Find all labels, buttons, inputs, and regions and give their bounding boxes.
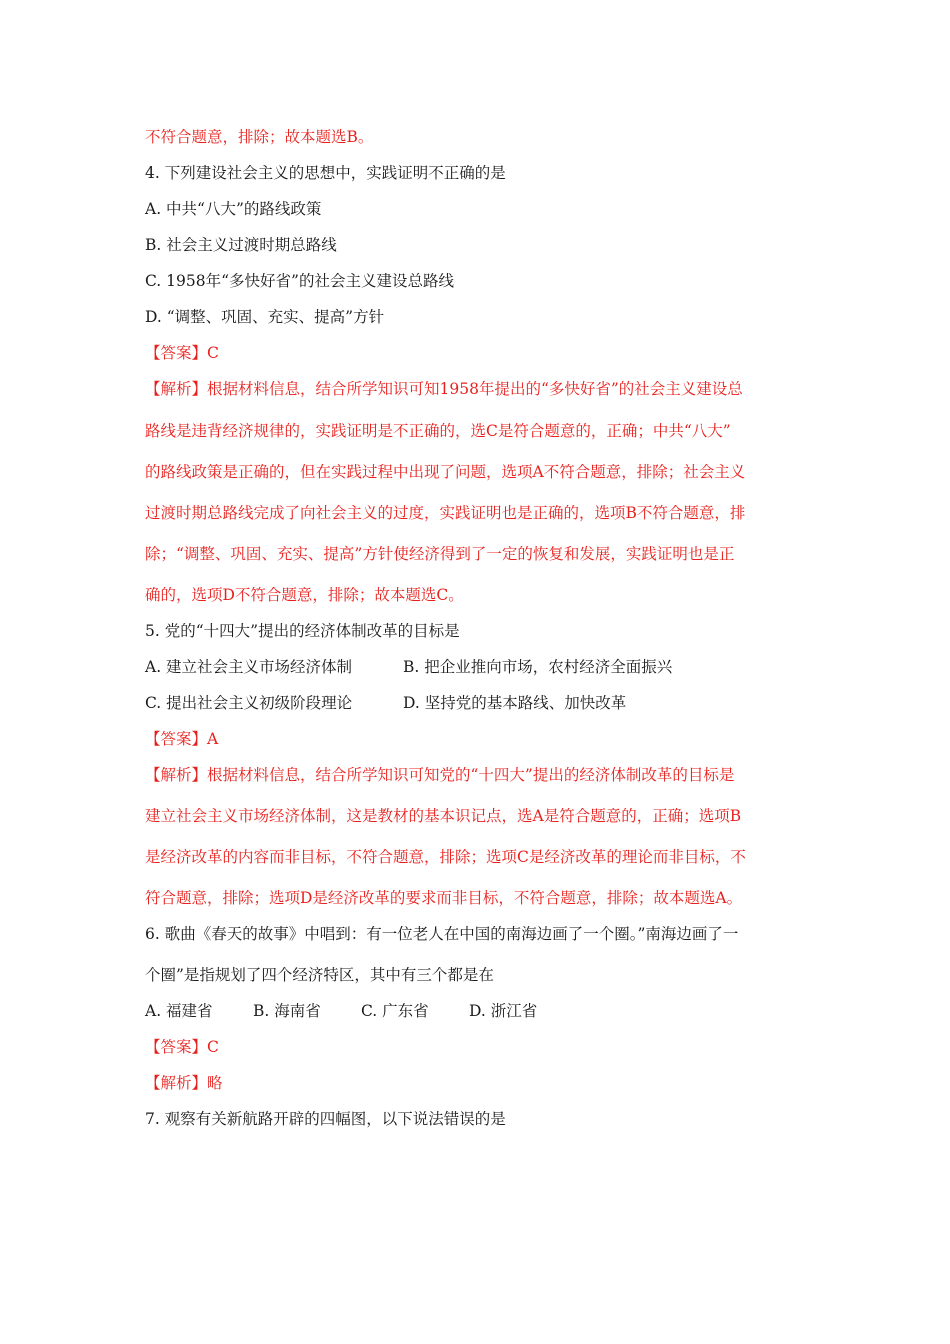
q7-stem: 7. 观察有关新航路开辟的四幅图，以下说法错误的是 bbox=[145, 1110, 506, 1128]
q5-option-c: C. 提出社会主义初级阶段理论 bbox=[145, 694, 353, 712]
q4-option-a: A. 中共“八大”的路线政策 bbox=[145, 200, 322, 218]
q5-analysis-line: 符合题意，排除；选项D是经济改革的要求而非目标，不符合题意，排除；故本题选A。 bbox=[145, 889, 743, 907]
q6-option-c: C. 广东省 bbox=[361, 1002, 429, 1020]
q5-option-a: A. 建立社会主义市场经济体制 bbox=[145, 658, 353, 676]
q6-stem-line: 个圈”是指规划了四个经济特区，其中有三个都是在 bbox=[145, 966, 494, 984]
q5-options-row-2 bbox=[145, 692, 815, 714]
q4-analysis-line: 过渡时期总路线完成了向社会主义的过度，实践证明也是正确的，选项B不符合题意，排 bbox=[145, 504, 746, 522]
q4-option-c: C. 1958年“多快好省”的社会主义建设总路线 bbox=[145, 272, 454, 290]
q4-analysis-line: 路线是违背经济规律的，实践证明是不正确的，选C是符合题意的，正确；中共“八大” bbox=[145, 422, 731, 440]
q5-answer: 【答案】A bbox=[145, 730, 219, 748]
q6-options-row bbox=[145, 1000, 815, 1022]
q4-option-b: B. 社会主义过渡时期总路线 bbox=[145, 236, 337, 254]
q5-option-b: B. 把企业推向市场，农村经济全面振兴 bbox=[403, 658, 673, 676]
q6-analysis: 【解析】略 bbox=[145, 1074, 223, 1092]
q5-options-row-1 bbox=[145, 656, 815, 678]
q5-analysis-line: 【解析】根据材料信息，结合所学知识可知党的“十四大”提出的经济体制改革的目标是 bbox=[145, 766, 735, 784]
q4-option-d: D. “调整、巩固、充实、提高”方针 bbox=[145, 308, 385, 326]
q6-stem-line: 6. 歌曲《春天的故事》中唱到：有一位老人在中国的南海边画了一个圈。”南海边画了一 bbox=[145, 925, 739, 943]
q6-option-d: D. 浙江省 bbox=[469, 1002, 538, 1020]
q5-option-d: D. 坚持党的基本路线、加快改革 bbox=[403, 694, 627, 712]
q6-option-b: B. 海南省 bbox=[253, 1002, 321, 1020]
q3-analysis-tail: 不符合题意，排除；故本题选B。 bbox=[145, 128, 374, 146]
q4-analysis-line: 确的，选项D不符合题意，排除；故本题选C。 bbox=[145, 586, 464, 604]
q4-analysis-line: 除；“调整、巩固、充实、提高”方针使经济得到了一定的恢复和发展，实践证明也是正 bbox=[145, 545, 735, 563]
q4-stem: 4. 下列建设社会主义的思想中，实践证明不正确的是 bbox=[145, 164, 506, 182]
q6-answer: 【答案】C bbox=[145, 1038, 219, 1056]
q4-analysis-line: 的路线政策是正确的，但在实践过程中出现了问题，选项A不符合题意，排除；社会主义 bbox=[145, 463, 746, 481]
q4-analysis-line: 【解析】根据材料信息，结合所学知识可知1958年提出的“多快好省”的社会主义建设总 bbox=[145, 380, 743, 398]
q6-option-a: A. 福建省 bbox=[145, 1002, 213, 1020]
q5-stem: 5. 党的“十四大”提出的经济体制改革的目标是 bbox=[145, 622, 460, 640]
q5-analysis-line: 建立社会主义市场经济体制，这是教材的基本识记点，选A是符合题意的，正确；选项B bbox=[145, 807, 742, 825]
q5-analysis-line: 是经济改革的内容而非目标，不符合题意，排除；选项C是经济改革的理论而非目标，不 bbox=[145, 848, 746, 866]
q4-answer: 【答案】C bbox=[145, 344, 219, 362]
